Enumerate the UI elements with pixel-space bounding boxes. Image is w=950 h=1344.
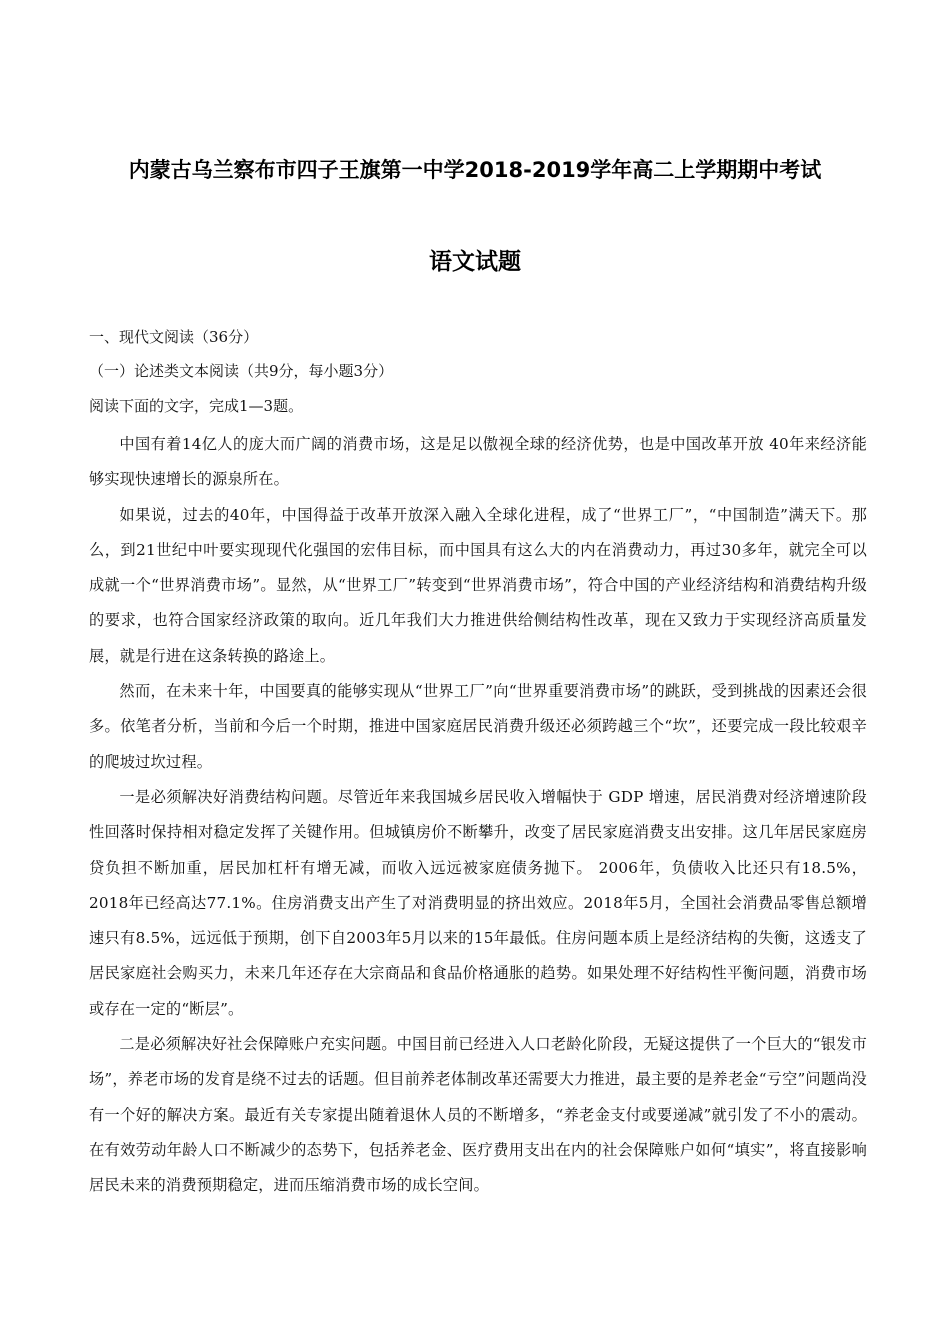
document-title: 内蒙古乌兰察布市四子王旗第一中学2018-2019学年高二上学期期中考试 <box>128 158 822 182</box>
article-paragraph: 一是必须解决好消费结构问题。尽管近年来我国城乡居民收入增幅快于 GDP 增速，居民消费对经济增速阶段性回落时保持相对稳定发挥了关键作用。但城镇房价不断攀升，改变了居民家庭消费支出安排。这几年居民家庭房贷负担不断加重，居民加杠杆有增无减，而收入远远被家庭债务抛下。 2006年，负债收入比还只有18.5%，2018年已经高达77.1%。住房消费支出产生了对消费明显的挤出效应。2018年5月，全国社会消费品零售总额增速只有8.5%，远远低于预期，创下自2003年5月以来的15年最低。住房问题本质上是经济结构的失衡，这透支了居民家庭社会购买力，未来几年还存在大宗商品和食品价格通胀的趋势。如果处理不好结构性平衡问题，消费市场或存在一定的“断层”。 <box>89 787 867 1018</box>
article-paragraph: 中国有着14亿人的庞大而广阔的消费市场，这是足以傲视全球的经济优势，也是中国改革开放 40年来经济能够实现快速增长的源泉所在。 <box>89 435 867 489</box>
article-paragraph: 二是必须解决好社会保障账户充实问题。中国目前已经进入人口老龄化阶段，无疑这提供了一个巨大的“银发市场”，养老市场的发育是绕不过去的话题。但目前养老体制改革还需要大力推进，最主要的是养老金“亏空”问题尚没有一个好的解决方案。最近有关专家提出随着退休人员的不断增多，“养老金支付或要递减”就引发了不小的震动。在有效劳动年龄人口不断减少的态势下，包括养老金、医疗费用支出在内的社会保障账户如何“填实”，将直接影响居民未来的消费预期稳定，进而压缩消费市场的成长空间。 <box>89 1035 867 1195</box>
article-paragraph: 如果说，过去的40年，中国得益于改革开放深入融入全球化进程，成了“世界工厂”，“中国制造”满天下。那么，到21世纪中叶要实现现代化强国的宏伟目标，而中国具有这么大的内在消费动力，再过30多年，就完全可以成就一个“世界消费市场”。显然，从“世界工厂”转变到“世界消费市场”，符合中国的产业经济结构和消费结构升级的要求，也符合国家经济政策的取向。近几年我们大力推进供给侧结构性改革，现在又致力于实现经济高质量发展，就是行进在这条转换的路途上。 <box>89 505 867 665</box>
article-paragraph: 然而，在未来十年，中国要真的能够实现从“世界工厂”向“世界重要消费市场”的跳跃，受到挑战的因素还会很多。依笔者分析，当前和今后一个时期，推进中国家庭居民消费升级还必须跨越三个“坎”，还要完成一段比较艰辛的爬坡过坎过程。 <box>89 682 867 771</box>
section-heading: 一、现代文阅读（36分） <box>89 328 259 346</box>
reading-instruction: 阅读下面的文字，完成1—3题。 <box>89 397 304 415</box>
article-body <box>89 427 867 1204</box>
document-subtitle: 语文试题 <box>429 249 521 275</box>
subsection-heading: （一）论述类文本阅读（共9分，每小题3分） <box>89 362 394 380</box>
